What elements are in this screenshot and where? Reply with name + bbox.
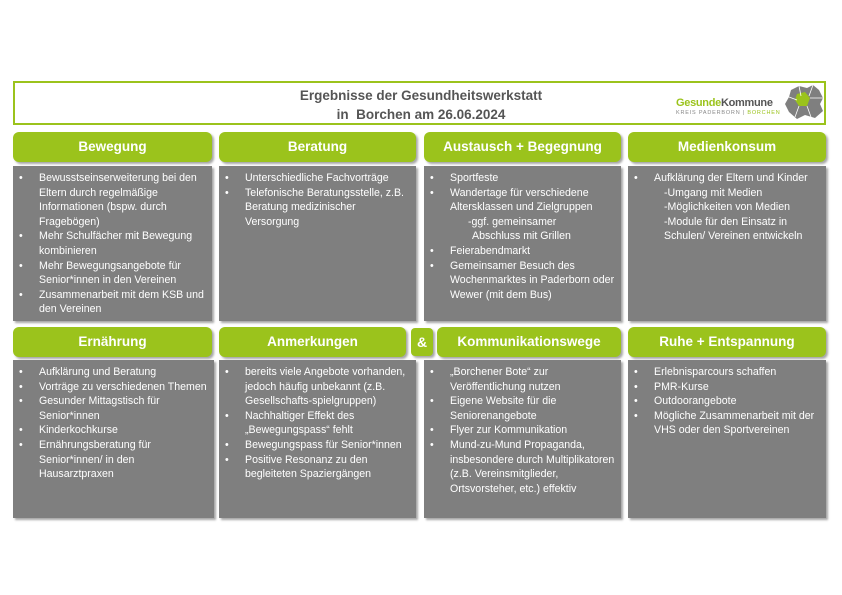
list-item: • Eigene Website für die Seniorenangebote	[430, 394, 617, 423]
box-anmerkungen	[219, 360, 416, 518]
logo	[676, 84, 826, 122]
list-item: • Mehr Bewegungsangebote für Senior*innen in den Vereinen	[19, 259, 208, 288]
title-line-2: in Borchen am 26.06.2024	[336, 107, 506, 122]
list-item: • Telefonische Beratungsstelle, z.B. Beratung medizinischer Versorgung	[225, 186, 412, 230]
header-medienkonsum: Medienkonsum	[628, 132, 826, 162]
header-ernaehrung: Ernährung	[13, 327, 212, 357]
list-item: • Flyer zur Kommunikation	[430, 423, 617, 438]
list-item: • Sportfeste	[430, 171, 617, 186]
box-bewegung	[13, 166, 212, 321]
box-ruhe-entspannung	[628, 360, 826, 518]
list-item: • PMR-Kurse	[634, 380, 822, 395]
list-item: • Erlebnisparcours schaffen	[634, 365, 822, 380]
list-item: • Aufklärung der Eltern und Kinder	[634, 171, 822, 186]
list-item: • Gemeinsamer Besuch des Wochenmarktes in Paderborn oder Wewer (mit dem Bus)	[430, 259, 617, 303]
header-kommunikationswege: Kommunikationswege	[437, 327, 621, 357]
list-subitem: -Umgang mit Medien	[664, 186, 763, 199]
list-item: • Feierabendmarkt	[430, 244, 617, 259]
header-anmerkungen: Anmerkungen	[219, 327, 406, 357]
list-item: • Vorträge zu verschiedenen Themen	[19, 380, 210, 395]
box-ernaehrung	[13, 360, 214, 518]
logo-brand: GesundeKommune	[676, 97, 773, 109]
list-item: • Aufklärung und Beratung	[19, 365, 210, 380]
list-item: • Positive Resonanz zu den begleiteten Spaziergängen	[225, 453, 412, 482]
list-subitem: Abschluss mit Grillen	[472, 230, 571, 243]
list-item: • Mögliche Zusammenarbeit mit der VHS oder den Sportvereinen	[634, 409, 822, 438]
list-subitem: -ggf. gemeinsamer	[468, 215, 557, 228]
header-beratung: Beratung	[219, 132, 416, 162]
box-medienkonsum	[628, 166, 826, 321]
list-subitem: -Module für den Einsatz in Schulen/ Vereinen entwickeln	[664, 215, 803, 243]
logo-subtitle: KREIS PADERBORN | BORCHEN	[676, 110, 781, 116]
header-ruhe-entspannung: Ruhe + Entspannung	[628, 327, 826, 357]
list-item: • Outdoorangebote	[634, 394, 822, 409]
list-item: • Wandertage für verschiedene Altersklassen und Zielgruppen	[430, 186, 617, 215]
list-item: • Kinderkochkurse	[19, 423, 210, 438]
title-line-1: Ergebnisse der Gesundheitswerkstatt	[299, 88, 543, 103]
district-map-icon	[783, 84, 825, 120]
list-item: • Bewusstseinserweiterung bei den Eltern durch regelmäßige Informationen (bspw. durch Fragebögen)	[19, 171, 208, 229]
box-austausch	[424, 166, 621, 321]
list-item: • Ernährungsberatung für Senior*innen/ in den Hausarztpraxen	[19, 438, 210, 482]
list-item: • Gesunder Mittagstisch für Senior*innen	[19, 394, 210, 423]
box-kommunikationswege	[424, 360, 621, 518]
list-item: • Nachhaltiger Effekt des „Bewegungspass“ fehlt	[225, 409, 412, 438]
list-subitem: -Möglichkeiten von Medien	[664, 201, 791, 214]
list-item: • Unterschiedliche Fachvorträge	[225, 171, 412, 186]
list-item: • Zusammenarbeit mit dem KSB und den Vereinen	[19, 288, 208, 317]
ampersand-badge: &	[411, 328, 433, 356]
header-austausch: Austausch + Begegnung	[424, 132, 621, 162]
list-item: • „Borchener Bote“ zur Veröffentlichung nutzen	[430, 365, 617, 394]
list-item: • Mehr Schulfächer mit Bewegung kombinieren	[19, 229, 208, 258]
header-bewegung: Bewegung	[13, 132, 212, 162]
box-beratung	[219, 166, 416, 321]
list-item: • bereits viele Angebote vorhanden, jedoch häufig unbekannt (z.B. Gesellschafts-spielgruppen)	[225, 365, 412, 409]
list-item: • Bewegungspass für Senior*innen	[225, 438, 412, 453]
list-item: • Mund-zu-Mund Propaganda, insbesondere durch Multiplikatoren (z.B. Vereinsmitglieder, Ortsvorsteher, etc.) effektiv	[430, 438, 617, 496]
